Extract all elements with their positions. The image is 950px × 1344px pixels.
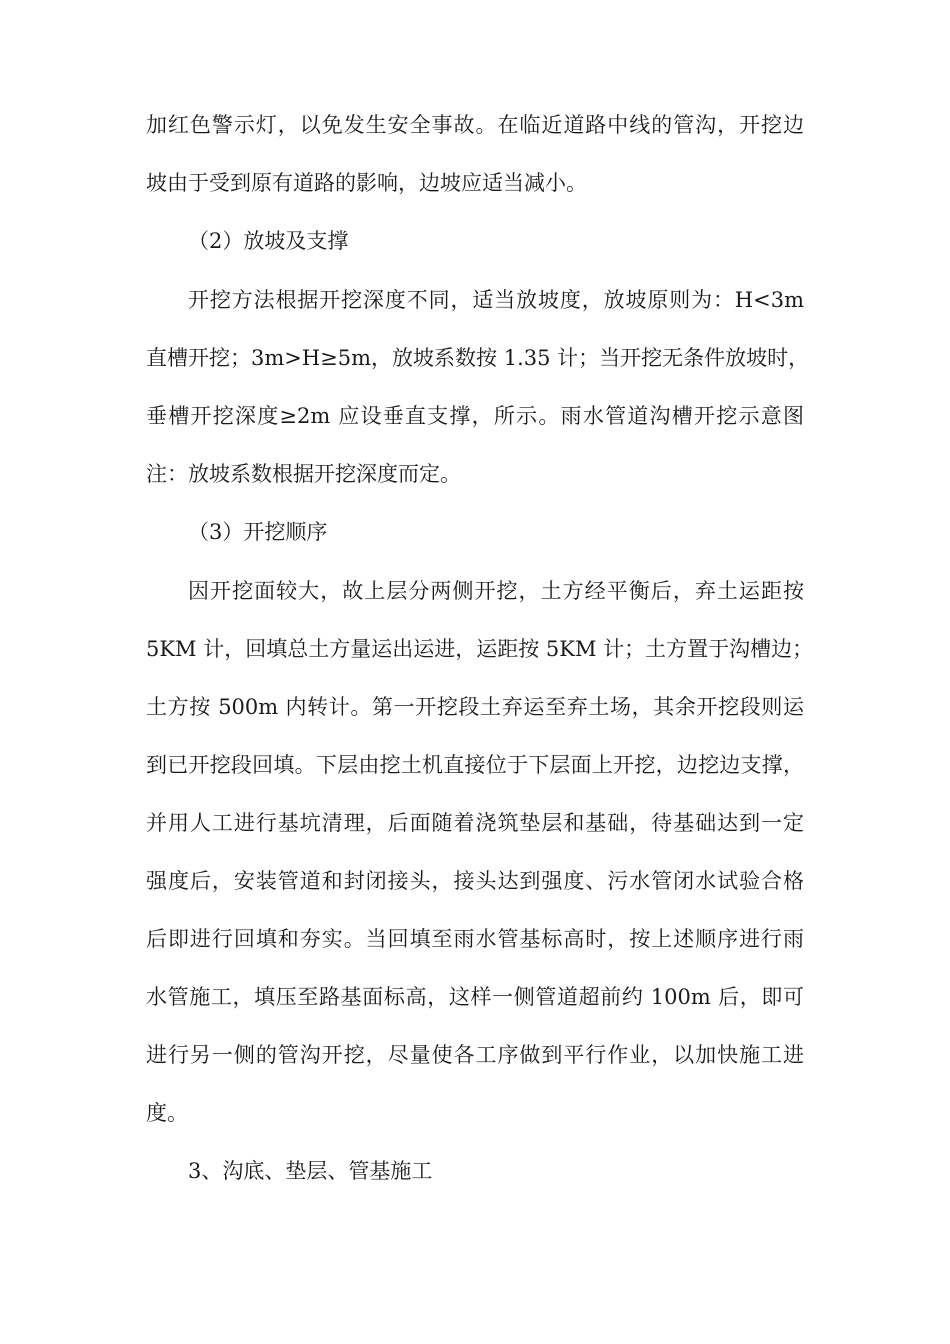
section-heading-excavation-order: （3）开挖顺序 — [188, 520, 328, 544]
text-line-10: 5KM 计，回填总土方量运出运进，运距按 5KM 计；土方置于沟槽边； — [146, 637, 814, 661]
text-line-4: 开挖方法根据开挖深度不同，适当放坡度，放坡原则为：H<3m — [188, 288, 804, 312]
text-line-5: 直槽开挖；3m>H≥5m，放坡系数按 1.35 计；当开挖无条件放坡时， — [146, 346, 810, 370]
text-line-16: 水管施工，填压至路基面标高，这样一侧管道超前约 100m 后，即可 — [146, 985, 804, 1009]
text-line-6: 垂槽开挖深度≥2m 应设垂直支撑，所示。雨水管道沟槽开挖示意图 — [146, 404, 804, 428]
text-line-2: 坡由于受到原有道路的影响，边坡应适当减小。 — [146, 171, 587, 195]
text-line-18: 度。 — [146, 1101, 188, 1125]
text-line-15: 后即进行回填和夯实。当回填至雨水管基标高时，按上述顺序进行雨 — [146, 927, 804, 951]
text-line-9: 因开挖面较大，故上层分两侧开挖，土方经平衡后，弃土运距按 — [188, 579, 804, 603]
text-line-13: 并用人工进行基坑清理，后面随着浇筑垫层和基础，待基础达到一定 — [146, 811, 804, 835]
text-line-12: 到已开挖段回填。下层由挖土机直接位于下层面上开挖，边挖边支撑， — [146, 753, 804, 777]
text-line-11: 土方按 500m 内转计。第一开挖段土弃运至弃土场，其余开挖段则运 — [146, 695, 804, 719]
text-line-1: 加红色警示灯，以免发生安全事故。在临近道路中线的管沟，开挖边 — [146, 113, 804, 137]
text-line-7: 注：放坡系数根据开挖深度而定。 — [146, 462, 461, 486]
text-line-14: 强度后，安装管道和封闭接头，接头达到强度、污水管闭水试验合格 — [146, 869, 804, 893]
section-heading-trench-bottom: 3、沟底、垫层、管基施工 — [188, 1159, 433, 1183]
text-line-17: 进行另一侧的管沟开挖，尽量使各工序做到平行作业，以加快施工进 — [146, 1043, 804, 1067]
section-heading-slope-and-support: （2）放坡及支撑 — [188, 229, 349, 253]
